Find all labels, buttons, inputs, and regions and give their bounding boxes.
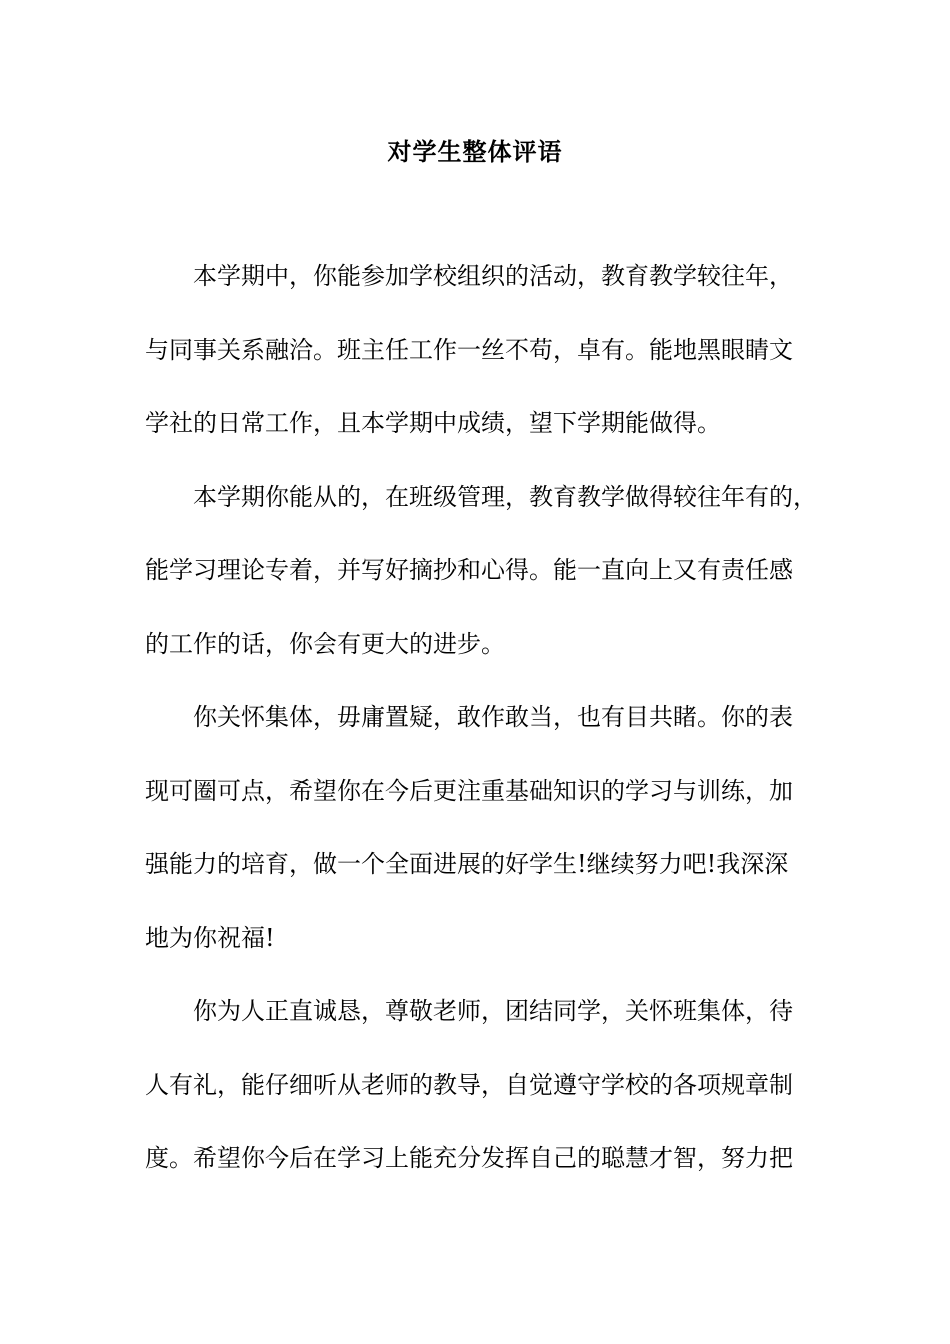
text-line: 的工作的话，你会有更大的进步。 [145,629,505,658]
paragraph-4 [145,993,825,1177]
paragraph-2 [145,479,825,663]
text-line: 度。希望你今后在学习上能充分发挥自己的聪慧才智，努力把 [145,1144,793,1172]
text-line: 人有礼，能仔细听从老师的教导，自觉遵守学校的各项规章制 [145,1070,793,1099]
text-line: 本学期你能从的，在班级管理，教育教学做得较往年有的， [193,482,817,511]
paragraph-1 [145,258,825,442]
text-line: 你为人正直诚恳，尊敬老师，团结同学，关怀班集体，待 [193,997,793,1025]
text-line: 能学习理论专着，并写好摘抄和心得。能一直向上又有责任感 [145,556,793,584]
paragraph-3 [145,699,825,957]
text-line: 强能力的培育，做一个全面进展的好学生!继续努力吧!我深深 [145,850,789,878]
text-line: 现可圈可点，希望你在今后更注重基础知识的学习与训练，加 [145,776,793,805]
text-line: 学社的日常工作，且本学期中成绩，望下学期能做得。 [145,409,721,437]
document-title: 对学生整体评语 [387,137,563,166]
document-body [145,258,825,1214]
text-line: 你关怀集体，毋庸置疑，敢作敢当，也有目共睹。你的表 [193,703,793,731]
text-line: 本学期中，你能参加学校组织的活动，教育教学较往年， [193,262,793,290]
text-line: 地为你祝福! [145,923,275,952]
text-line: 与同事关系融洽。班主任工作一丝不苟，卓有。能地黑眼睛文 [145,335,793,364]
